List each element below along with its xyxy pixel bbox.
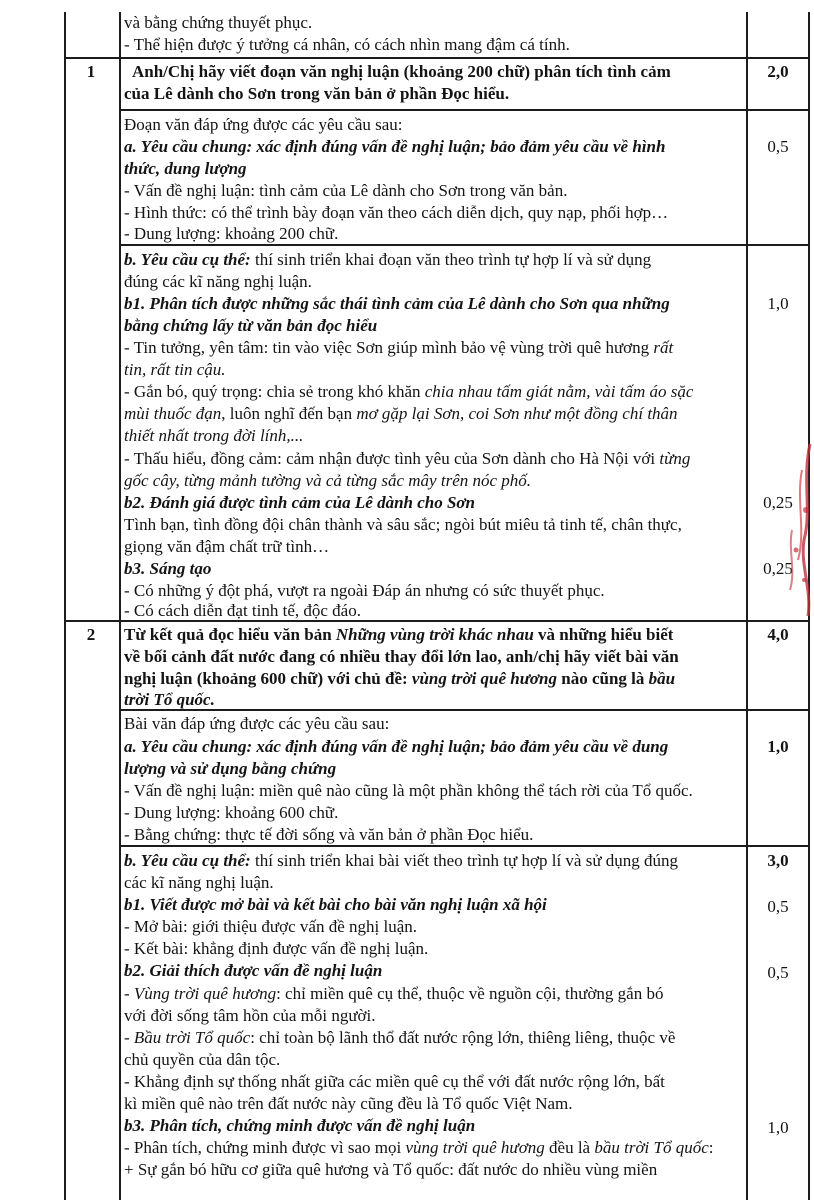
item-quote: vùng trời quê hương bbox=[405, 1138, 545, 1157]
criterion-heading: thức, dung lượng bbox=[124, 159, 247, 178]
sub-criterion-item: với đời sống tâm hồn của mỗi người. bbox=[124, 1006, 376, 1025]
title-quote: bầu bbox=[648, 669, 676, 688]
sub-criterion-item bbox=[124, 1137, 713, 1159]
sub-criterion-item: kì miền quê nào trên đất nước này cũng đều là Tổ quốc Việt Nam. bbox=[124, 1094, 573, 1113]
question-score: 2,0 bbox=[767, 62, 789, 81]
title-quote: vùng trời quê hương bbox=[411, 669, 558, 688]
item-text: - Thấu hiểu, đồng cảm: cảm nhận được tình yêu của Sơn dành cho Hà Nội với bbox=[124, 449, 660, 468]
criterion-item: - Dung lượng: khoảng 600 chữ. bbox=[124, 803, 339, 822]
sub-criterion-heading: b1. Phân tích được những sắc thái tình cảm của Lê dành cho Sơn qua những bbox=[124, 294, 670, 313]
sub-criterion-item: Tình bạn, tình đồng đội chân thành và sâu sắc; ngòi bút miêu tả tinh tế, chân thực, bbox=[124, 515, 682, 534]
row-divider bbox=[64, 57, 809, 59]
sub-criterion-item: thiết nhất trong đời lính,... bbox=[124, 426, 304, 445]
sub-criterion-item: - Có cách diễn đạt tinh tế, độc đáo. bbox=[124, 601, 361, 620]
sub-criterion-item: tin, rất tin cậu. bbox=[124, 360, 226, 379]
criterion-item: - Bằng chứng: thực tế đời sống và văn bản ở phần Đọc hiểu. bbox=[124, 825, 534, 844]
sub-criterion-item bbox=[124, 381, 693, 403]
criterion-score: 3,0 bbox=[767, 851, 789, 870]
criterion-heading: a. Yêu cầu chung: xác định đúng vấn đề nghị luận; bảo đảm yêu cầu về hình bbox=[124, 137, 666, 156]
row-divider bbox=[119, 709, 809, 711]
criterion-label: b. Yêu cầu cụ thể: bbox=[124, 250, 251, 269]
sub-criterion-score: 1,0 bbox=[767, 294, 789, 313]
sub-criterion-item: gốc cây, từng mảnh tường và cả từng sắc mây trên nóc phố. bbox=[124, 471, 532, 490]
sub-criterion-item: - Kết bài: khẳng định được vấn đề nghị luận. bbox=[124, 939, 429, 958]
continuation-line: và bằng chứng thuyết phục. bbox=[124, 13, 313, 32]
question-number: 1 bbox=[86, 62, 96, 81]
continuation-line: - Thể hiện được ý tưởng cá nhân, có cách nhìn mang đậm cá tính. bbox=[124, 35, 570, 54]
table-divider-score bbox=[746, 12, 748, 1200]
item-quote: rất bbox=[653, 338, 674, 357]
criterion-score: 1,0 bbox=[767, 737, 789, 756]
sub-criterion-item bbox=[124, 983, 663, 1005]
item-text: : bbox=[708, 1138, 714, 1157]
sub-criterion-item bbox=[124, 337, 673, 359]
criterion-line bbox=[124, 249, 651, 271]
question-title: trời Tổ quốc. bbox=[124, 690, 215, 709]
sub-criterion-heading: b2. Đánh giá được tình cảm của Lê dành cho Sơn bbox=[124, 493, 476, 512]
sub-criterion-heading: b3. Sáng tạo bbox=[124, 559, 212, 578]
sub-criterion-heading: b2. Giải thích được vấn đề nghị luận bbox=[124, 961, 383, 980]
question-title: của Lê dành cho Sơn trong văn bản ở phần Đọc hiểu. bbox=[124, 84, 510, 103]
item-quote: mùi thuốc đạn bbox=[124, 404, 222, 423]
sub-criterion-heading: bằng chứng lấy từ văn bản đọc hiểu bbox=[124, 316, 378, 335]
item-quote: bầu trời Tổ quốc bbox=[594, 1138, 709, 1157]
sub-criterion-item bbox=[124, 448, 690, 470]
item-quote: mơ gặp lại Sơn, coi Sơn như một đồng chí thân bbox=[356, 404, 678, 423]
sub-criterion-score: 0,5 bbox=[767, 897, 789, 916]
title-text: Từ kết quả đọc hiểu văn bản bbox=[124, 625, 336, 644]
criterion-heading: lượng và sử dụng bằng chứng bbox=[124, 759, 337, 778]
item-text: - Tin tưởng, yên tâm: tin vào việc Sơn giúp mình bảo vệ vùng trời quê hương bbox=[124, 338, 654, 357]
item-text: đều là bbox=[544, 1138, 595, 1157]
item-text: : chỉ toàn bộ lãnh thổ đất nước rộng lớn, thiêng liêng, thuộc về bbox=[250, 1028, 676, 1047]
item-text: , luôn nghĩ đến bạn bbox=[221, 404, 357, 423]
sub-criterion-item: - Mở bài: giới thiệu được vấn đề nghị luận. bbox=[124, 917, 418, 936]
sub-criterion-score: 0,25 bbox=[763, 559, 793, 578]
criterion-line: đúng các kĩ năng nghị luận. bbox=[124, 272, 312, 291]
criterion-label: b. Yêu cầu cụ thể: bbox=[124, 851, 251, 870]
criterion-item: - Vấn đề nghị luận: miền quê nào cũng là một phần không thể tách rời của Tổ quốc. bbox=[124, 781, 693, 800]
question-title bbox=[124, 668, 675, 690]
criterion-item: - Vấn đề nghị luận: tình cảm của Lê dành cho Sơn trong văn bản. bbox=[124, 181, 568, 200]
item-quote: từng bbox=[659, 449, 691, 468]
sub-criterion-item: giọng văn đậm chất trữ tình… bbox=[124, 537, 330, 556]
title-text: nào cũng là bbox=[557, 669, 649, 688]
sub-criterion-item: chủ quyền của dân tộc. bbox=[124, 1050, 281, 1069]
sub-criterion-score: 1,0 bbox=[767, 1118, 789, 1137]
question-title: về bối cảnh đất nước đang có nhiều thay đổi lớn lao, anh/chị hãy viết bài văn bbox=[124, 647, 679, 666]
question-number: 2 bbox=[86, 625, 96, 644]
criterion-heading: a. Yêu cầu chung: xác định đúng vấn đề nghị luận; bảo đảm yêu cầu về dung bbox=[124, 737, 669, 756]
title-text: và những hiểu biết bbox=[533, 625, 674, 644]
sub-criterion-item bbox=[124, 403, 678, 425]
title-quote: Những vùng trời khác nhau bbox=[335, 625, 534, 644]
sub-criterion-item: - Khẳng định sự thống nhất giữa các miền quê cụ thể với đất nước rộng lớn, bất bbox=[124, 1072, 665, 1091]
sub-criterion-score: 0,25 bbox=[763, 493, 793, 512]
criterion-item: - Dung lượng: khoảng 200 chữ. bbox=[124, 224, 339, 243]
row-divider bbox=[119, 109, 809, 111]
sub-criterion-item: + Sự gắn bó hữu cơ giữa quê hương và Tổ quốc: đất nước do nhiều vùng miền bbox=[124, 1160, 658, 1179]
item-text: - Gắn bó, quý trọng: chia sẻ trong khó khăn bbox=[124, 382, 425, 401]
criterion-item: - Hình thức: có thể trình bày đoạn văn theo cách diễn dịch, quy nạp, phối hợp… bbox=[124, 203, 669, 222]
red-stamp-fragment bbox=[782, 440, 814, 620]
criterion-line bbox=[124, 850, 678, 872]
criterion-line: các kĩ năng nghị luận. bbox=[124, 873, 274, 892]
sub-criterion-item: - Có những ý đột phá, vượt ra ngoài Đáp án nhưng có sức thuyết phục. bbox=[124, 581, 605, 600]
criterion-text: thí sinh triển khai đoạn văn theo trình tự hợp lí và sử dụng bbox=[250, 250, 652, 269]
item-text: : chỉ miền quê cụ thể, thuộc về nguồn cội, thường gắn bó bbox=[276, 984, 664, 1003]
criterion-score: 0,5 bbox=[767, 137, 789, 156]
sub-criterion-heading: b3. Phân tích, chứng minh được vấn đề nghị luận bbox=[124, 1116, 476, 1135]
item-text: - Phân tích, chứng minh được vì sao mọi bbox=[124, 1138, 406, 1157]
question-title bbox=[124, 624, 673, 646]
sub-criterion-score: 0,5 bbox=[767, 963, 789, 982]
question-score: 4,0 bbox=[767, 625, 789, 644]
question-title: Anh/Chị hãy viết đoạn văn nghị luận (khoảng 200 chữ) phân tích tình cảm bbox=[132, 62, 671, 81]
title-text: nghị luận (khoảng 600 chữ) với chủ đề: bbox=[124, 669, 412, 688]
criterion-text: thí sinh triển khai bài viết theo trình tự hợp lí và sử dụng đúng bbox=[250, 851, 679, 870]
item-quote: - Vùng trời quê hương bbox=[124, 984, 277, 1003]
sub-criterion-heading: b1. Viết được mở bài và kết bài cho bài văn nghị luận xã hội bbox=[124, 895, 547, 914]
answer-intro: Đoạn văn đáp ứng được các yêu cầu sau: bbox=[124, 115, 403, 134]
answer-intro: Bài văn đáp ứng được các yêu cầu sau: bbox=[124, 714, 390, 733]
item-quote: - Bầu trời Tổ quốc bbox=[124, 1028, 251, 1047]
sub-criterion-item bbox=[124, 1027, 675, 1049]
table-divider-number bbox=[119, 12, 121, 1200]
table-border-left bbox=[64, 12, 66, 1200]
item-quote: chia nhau tấm giát nằm, vài tấm áo sặc bbox=[424, 382, 694, 401]
